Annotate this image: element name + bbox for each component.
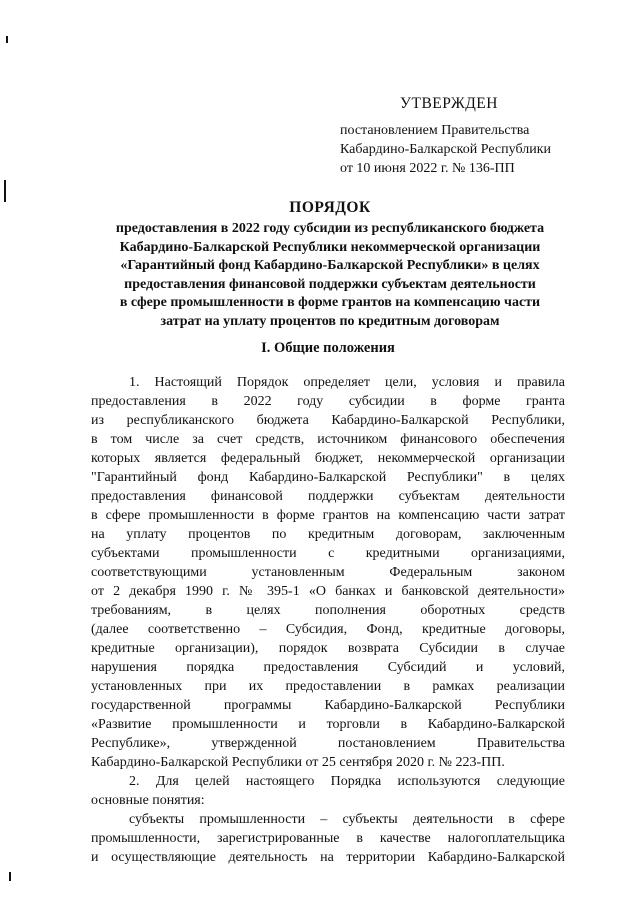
- subtitle-line: предоставления в 2022 году субсидии из республиканского бюджета: [115, 221, 545, 236]
- body-line: промышленности, зарегистрированные в качестве налогоплательщика: [91, 831, 565, 846]
- subtitle-line: Кабардино-Балкарской Республики некоммерческой организации: [119, 239, 541, 255]
- body-line: от 2 декабря 1990 г. № 395-1 «О банках и банковской деятельности»: [91, 584, 565, 599]
- subtitle-line: предоставления финансовой поддержки субъектам деятельности: [124, 276, 536, 292]
- approval-block: [340, 94, 590, 178]
- body-line: 2. Для целей настоящего Порядка используются следующие: [129, 774, 565, 789]
- body-line: в сфере промышленности в форме грантов на компенсацию части затрат: [91, 508, 565, 523]
- approval-stamp: УТВЕРЖДЕН: [400, 95, 498, 112]
- body-line: Республике», утвержденной постановлением Правительства: [91, 736, 565, 751]
- body-line: предоставления в 2022 году субсидии в форме гранта: [91, 394, 565, 409]
- body-line: субъектами промышленности с кредитными организациями,: [91, 546, 565, 561]
- section-heading: I. Общие положения: [261, 340, 395, 356]
- body-line: из республиканского бюджета Кабардино-Балкарской Республики,: [91, 413, 565, 428]
- scan-mark-top: [6, 36, 8, 43]
- body-line: предоставления финансовой поддержки субъектам деятельности: [91, 489, 565, 504]
- body-line: (далее соответственно – Субсидия, Фонд, кредитные договоры,: [91, 622, 565, 637]
- body-line: 1. Настоящий Порядок определяет цели, условия и правила: [129, 375, 565, 390]
- subtitle-line: затрат на уплату процентов по кредитным договорам: [160, 313, 500, 329]
- approval-line: постановлением Правительства: [340, 123, 530, 138]
- approval-line: Кабардино-Балкарской Республики: [340, 142, 551, 157]
- body-line: кредитные организации), порядок возврата Субсидии в случае: [91, 641, 565, 656]
- body-line: государственной программы Кабардино-Балкарской Республики: [91, 698, 565, 713]
- subtitle-line: «Гарантийный фонд Кабардино-Балкарской Республики» в целях: [120, 258, 540, 274]
- body-line: субъекты промышленности – субъекты деятельности в сфере: [129, 812, 565, 827]
- document-title: ПОРЯДОК: [289, 199, 371, 216]
- scan-mark-bottom: [9, 872, 11, 881]
- body-line: «Развитие промышленности и торговли в Кабардино-Балкарской: [91, 717, 565, 732]
- body-line: установленных при их предоставлении в рамках реализации: [91, 679, 565, 694]
- body-line: основные понятия:: [91, 793, 205, 808]
- document-subtitle: [95, 220, 565, 332]
- body-line: и осуществляющие деятельность на территории Кабардино-Балкарской: [91, 850, 565, 865]
- body-line: нарушения порядка предоставления Субсидий и условий,: [91, 660, 565, 675]
- subtitle-line: в сфере промышленности в форме грантов на компенсацию части: [119, 295, 541, 311]
- body-line: требованиям, в целях пополнения оборотных средств: [91, 603, 565, 618]
- body-line: Кабардино-Балкарской Республики от 25 сентября 2020 г. № 223-ПП.: [91, 755, 505, 770]
- body-line: "Гарантийный фонд Кабардино-Балкарской Республики" в целях: [91, 470, 565, 485]
- body-text: [91, 373, 565, 867]
- approval-line: от 10 июня 2022 г. № 136-ПП: [340, 161, 515, 176]
- body-line: в том числе за счет средств, источником финансового обеспечения: [91, 432, 565, 447]
- body-line: на уплату процентов по кредитным договорам, заключенным: [91, 527, 565, 542]
- body-line: которых является федеральный бюджет, некоммерческой организации: [91, 451, 565, 466]
- body-line: соответствующими установленным Федеральным законом: [91, 565, 565, 580]
